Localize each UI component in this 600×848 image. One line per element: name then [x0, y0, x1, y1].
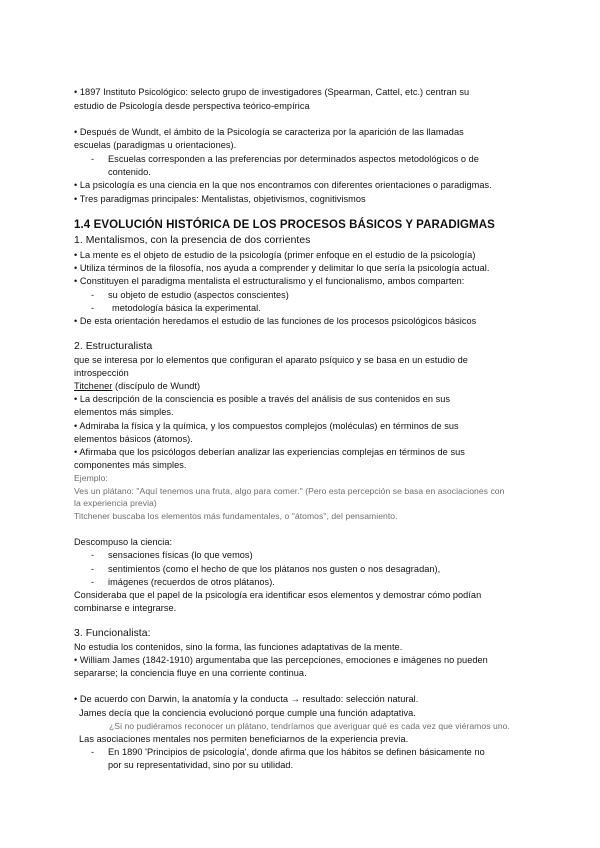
paragraph-line: combinarse e integrarse. [74, 603, 177, 613]
list-item: sentimientos (como el hecho de que los plátanos nos gusten o nos desagradan), [108, 564, 441, 574]
paragraph-line: • De acuerdo con Darwin, la anatomía y la conducta → resultado: selección natural. [74, 694, 419, 704]
list-dash: - [91, 550, 95, 560]
subsection-heading: 1. Mentalismos, con la presencia de dos corrientes [74, 235, 311, 246]
paragraph-line: elementos básicos (átomos). [74, 434, 193, 444]
paragraph-line: elementos más simples. [74, 407, 174, 417]
paragraph-line: • De esta orientación heredamos el estudio de las funciones de los procesos psicológicos básicos [74, 316, 477, 326]
paragraph-line: Las asociaciones mentales nos permiten beneficiarnos de la experiencia previa. [79, 734, 409, 744]
paragraph-line: separarse; la conciencia fluye en una corriente continua. [74, 668, 307, 678]
list-item-continuation: por su representatividad, sino por su utilidad. [108, 760, 294, 770]
list-dash: - [91, 577, 95, 587]
example-line: la experiencia previa) [74, 498, 157, 508]
list-item: metodología básica la experimental. [112, 303, 261, 313]
section-heading: 1.4 EVOLUCIÓN HISTÓRICA DE LOS PROCESOS BÁSICOS Y PARADIGMAS [74, 219, 495, 231]
list-dash: - [91, 564, 95, 574]
example-line: Titchener buscaba los elementos más fundamentales, o "átomos", del pensamiento. [74, 511, 398, 521]
list-dash: - [91, 747, 95, 757]
list-item: imágenes (recuerdos de otros plátanos). [108, 577, 275, 587]
paragraph-line: Consideraba que el papel de la psicología era identificar esos elementos y demostrar cómo podían [74, 590, 482, 600]
paragraph-line: • Afirmaba que los psicólogos deberían analizar las experiencias complejas en términos de sus [74, 447, 465, 457]
paragraph-line: • Admiraba la física y la química, y los compuestos complejos (moléculas) en términos de sus [74, 421, 459, 431]
paragraph-line: No estudia los contenidos, sino la forma, las funciones adaptativas de la mente. [74, 642, 403, 652]
example-line: ¿Si no pudiéramos reconocer un plátano, tendríamos que averiguar qué es cada vez que viéramos uno. [109, 721, 510, 731]
list-item: sensaciones físicas (lo que vemos) [108, 550, 253, 560]
paragraph-line: introspección [74, 368, 129, 378]
list-dash: - [91, 154, 95, 164]
paragraph-line: James decía que la conciencia evolucionó porque cumple una función adaptativa. [79, 708, 416, 718]
subsection-heading: 2. Estructuralista [74, 341, 153, 352]
paragraph-line: Descompuso la ciencia: [74, 537, 173, 547]
paragraph-line [74, 381, 200, 391]
list-item: su objeto de estudio (aspectos conscientes) [108, 290, 289, 300]
paragraph-line: • Utiliza términos de la filosofía, nos ayuda a comprender y delimitar lo que sería la psicología actual. [74, 263, 490, 273]
subsection-heading: 3. Funcionalista: [74, 628, 151, 639]
author-name: Titchener [74, 381, 113, 391]
paragraph-line: • 1897 Instituto Psicológico: selecto grupo de investigadores (Spearman, Cattel, etc.) centran su [74, 87, 470, 97]
paragraph-line: • William James (1842-1910) argumentaba que las percepciones, emociones e imágenes no pueden [74, 655, 488, 665]
list-dash: - [91, 303, 95, 313]
example-label: Ejemplo: [74, 473, 108, 483]
list-item: Escuelas corresponden a las preferencias por determinados aspectos metodológicos o de [108, 154, 479, 164]
list-item-continuation: contenido. [108, 167, 151, 177]
paragraph-line: • La mente es el objeto de estudio de la psicología (primer enfoque en el estudio de la psicología) [74, 250, 476, 260]
paragraph-line: escuelas (paradigmas u orientaciones). [74, 140, 237, 150]
paragraph-line: • Tres paradigmas principales: Mentalistas, objetivismos, cognitivismos [74, 194, 366, 204]
paragraph-line: • Después de Wundt, el ámbito de la Psicología se caracteriza por la aparición de las llamadas [74, 127, 464, 137]
paragraph-line: • La descripción de la consciencia es posible a través del análisis de sus contenidos en sus [74, 394, 451, 404]
paragraph-line: componentes más simples. [74, 460, 187, 470]
example-line: Ves un plátano: "Aquí tenemos una fruta, algo para comer." (Pero esta percepción se basa en asociaciones con [74, 486, 505, 496]
list-dash: - [91, 290, 95, 300]
paragraph-line: que se interesa por lo elementos que configuran el aparato psíquico y se basa en un estudio de [74, 355, 468, 365]
paragraph-line: • La psicología es una ciencia en la que nos encontramos con diferentes orientaciones o paradigmas. [74, 180, 492, 190]
list-item: En 1890 'Principios de psicología', donde afirma que los hábitos se definen básicamente no [108, 747, 485, 757]
author-note: (discípulo de Wundt) [112, 381, 201, 391]
paragraph-line: • Constituyen el paradigma mentalista el estructuralismo y el funcionalismo, ambos comparten: [74, 276, 465, 286]
paragraph-line: estudio de Psicología desde perspectiva teórico-empírica [74, 101, 310, 111]
